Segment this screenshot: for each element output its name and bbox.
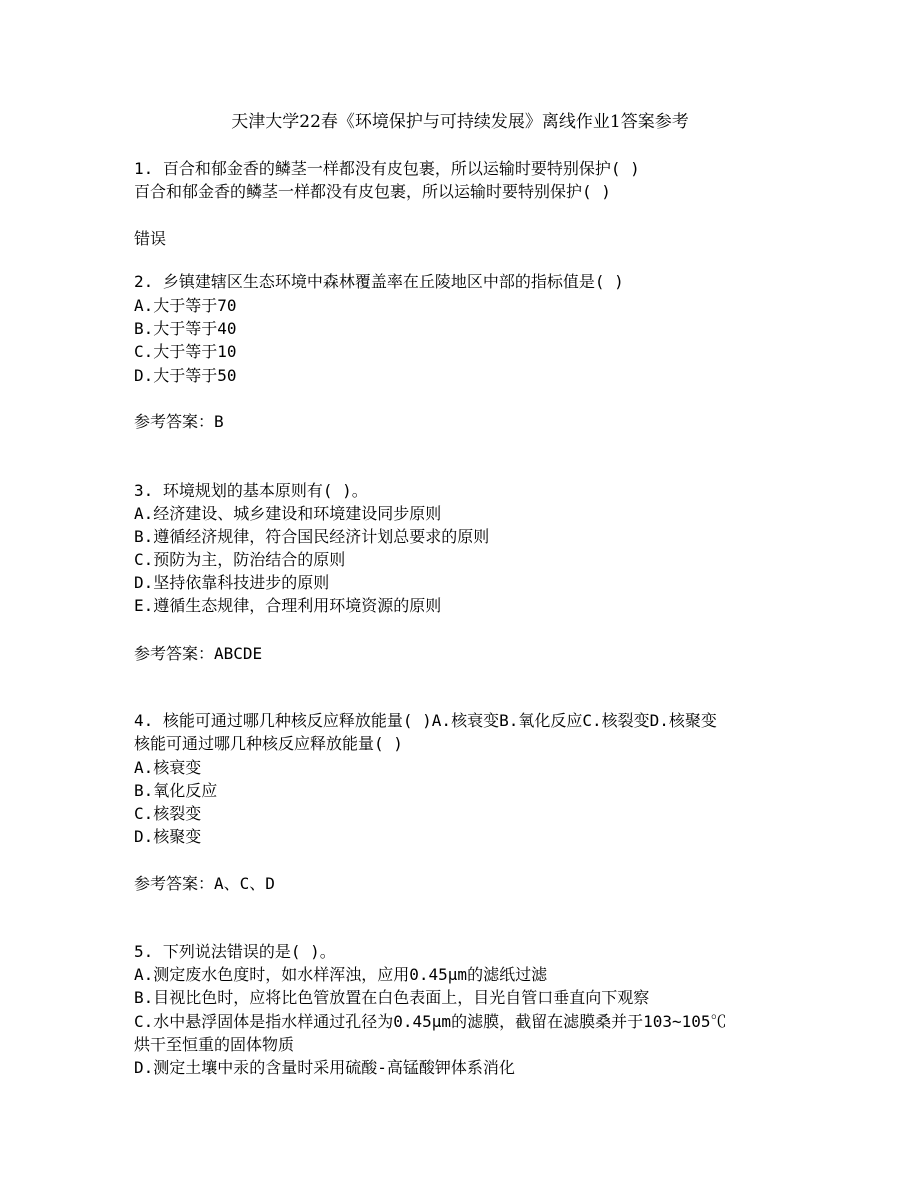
question-2-answer: 参考答案：B [134,412,224,431]
question-4-option-d: D.核聚变 [134,827,202,846]
question-5-option-c-continued: 烘干至恒重的固体物质 [134,1035,295,1054]
question-2-option-b: B.大于等于40 [134,319,237,338]
question-3-answer: 参考答案：ABCDE [134,644,263,663]
question-3-option-e: E.遵循生态规律，合理利用环境资源的原则 [134,596,442,615]
question-5-option-c: C.水中悬浮固体是指水样通过孔径为0.45μm的滤膜，截留在滤膜桑并于103~105℃ [134,1012,727,1031]
question-1-stem: 1. 百合和郁金香的鳞茎一样都没有皮包裹，所以运输时要特别保护( ) [134,159,640,178]
document-title: 天津大学22春《环境保护与可持续发展》离线作业1答案参考 [231,112,689,132]
question-3-option-c: C.预防为主，防治结合的原则 [134,550,346,569]
question-4-stem: 4. 核能可通过哪几种核反应释放能量( )A.核衰变B.氧化反应C.核裂变D.核聚变 [134,711,717,730]
question-3-option-b: B.遵循经济规律，符合国民经济计划总要求的原则 [134,527,490,546]
question-5-option-d: D.测定土壤中汞的含量时采用硫酸-高锰酸钾体系消化 [134,1058,515,1077]
question-5-option-a: A.测定废水色度时，如水样浑浊，应用0.45μm的滤纸过滤 [134,965,548,984]
question-1-stem-repeat: 百合和郁金香的鳞茎一样都没有皮包裹，所以运输时要特别保护( ) [134,182,611,201]
question-2-option-d: D.大于等于50 [134,366,237,385]
question-4-answer: 参考答案：A、C、D [134,874,275,893]
question-2-option-a: A.大于等于70 [134,296,237,315]
question-2-stem: 2. 乡镇建辖区生态环境中森林覆盖率在丘陵地区中部的指标值是( ) [134,272,624,291]
question-4-option-a: A.核衰变 [134,758,202,777]
question-4-option-b: B.氧化反应 [134,781,218,800]
question-3-stem: 3. 环境规划的基本原则有( )。 [134,481,368,500]
question-3-option-d: D.坚持依靠科技进步的原则 [134,573,330,592]
question-5-stem: 5. 下列说法错误的是( )。 [134,942,336,961]
question-3-option-a: A.经济建设、城乡建设和环境建设同步原则 [134,504,442,523]
question-4-stem-repeat: 核能可通过哪几种核反应释放能量( ) [134,734,403,753]
question-2-option-c: C.大于等于10 [134,342,237,361]
question-4-option-c: C.核裂变 [134,804,202,823]
question-1-answer: 错误 [134,229,167,248]
question-5-option-b: B.目视比色时，应将比色管放置在白色表面上，目光自管口垂直向下观察 [134,988,650,1007]
